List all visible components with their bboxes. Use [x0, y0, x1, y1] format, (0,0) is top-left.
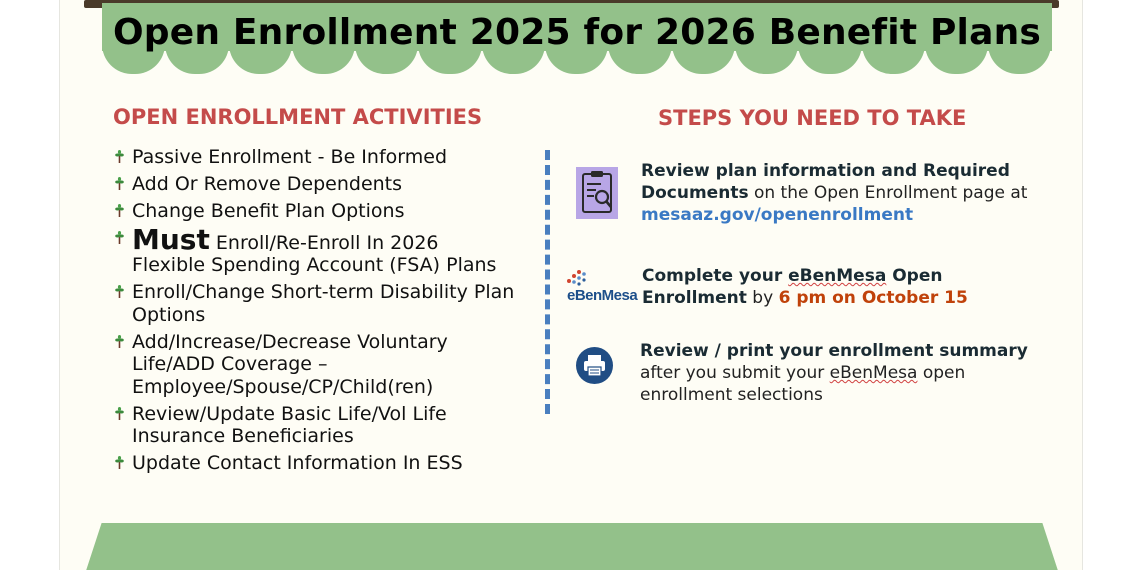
plant-sprout-icon	[115, 407, 124, 420]
divider-dashed	[545, 150, 550, 414]
deadline: 6 pm on October 15	[778, 288, 968, 308]
step-3-text: Review / print your enrollment summary after you submit your eBenMesa open enrollment selections	[640, 341, 1028, 405]
ebenmesa-name: eBenMesa	[788, 266, 887, 286]
activities-list	[115, 146, 515, 479]
step-1-text: Review plan information and Required Documents on the Open Enrollment page at mesaaz.gov/openenrollment	[641, 161, 1028, 225]
plant-sprout-icon	[115, 150, 124, 163]
list-item: Update Contact Information In ESS	[115, 452, 515, 475]
list-item: Add Or Remove Dependents	[115, 173, 515, 196]
activities-heading: OPEN ENROLLMENT ACTIVITIES	[113, 105, 483, 129]
plant-sprout-icon	[115, 204, 124, 217]
list-item: Add/Increase/Decrease Voluntary Life/ADD Coverage – Employee/Spouse/CP/Child(ren)	[115, 331, 515, 399]
list-item: Change Benefit Plan Options	[115, 200, 515, 223]
page-title: Open Enrollment 2025 for 2026 Benefit Plans	[112, 12, 1042, 53]
step-2-text: Complete your eBenMesa Open Enrollment by 6 pm on October 15	[642, 266, 968, 308]
grass-strip	[82, 523, 1062, 570]
must-emphasis: Must	[132, 222, 210, 256]
plant-sprout-icon	[115, 335, 124, 348]
list-item: Enroll/Change Short-term Disability Plan Options	[115, 281, 515, 326]
open-enrollment-link[interactable]: mesaaz.gov/openenrollment	[641, 205, 914, 225]
list-item: Must Enroll/Re-Enroll In 2026 Flexible Spending Account (FSA) Plans	[115, 229, 515, 277]
plant-sprout-icon	[115, 231, 124, 244]
plant-sprout-icon	[115, 456, 124, 469]
plant-sprout-icon	[115, 177, 124, 190]
list-item: Passive Enrollment - Be Informed	[115, 146, 515, 169]
steps-heading: STEPS YOU NEED TO TAKE	[658, 106, 967, 130]
clipboard-magnifier-icon	[576, 167, 618, 219]
list-item: Review/Update Basic Life/Vol Life Insurance Beneficiaries	[115, 403, 515, 448]
ebenmesa-name: eBenMesa	[829, 363, 918, 383]
ebenmesa-logo: eBenMesa	[563, 267, 633, 307]
plant-sprout-icon	[115, 285, 124, 298]
flyer	[59, 0, 1083, 570]
printer-icon	[576, 347, 613, 384]
